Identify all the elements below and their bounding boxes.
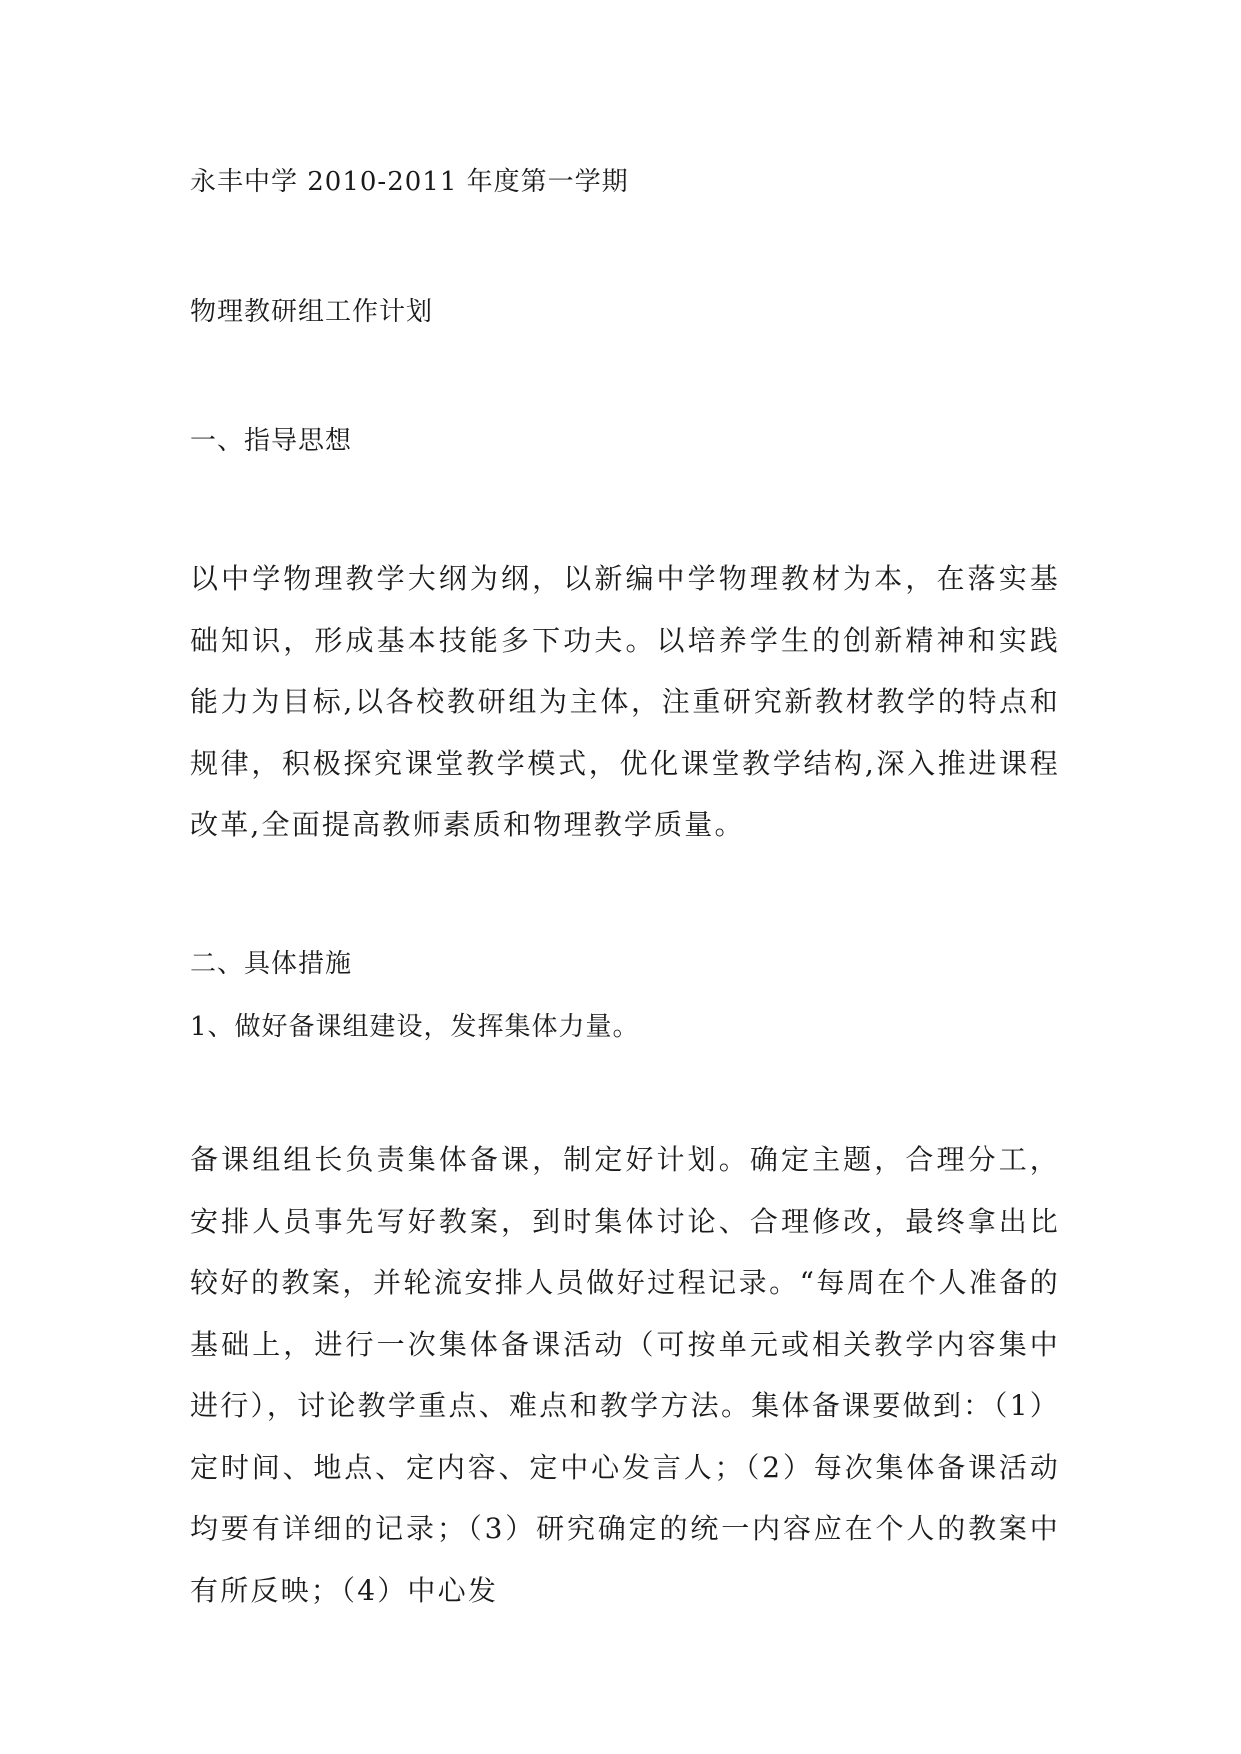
document-title-line-2: 物理教研组工作计划 — [190, 297, 434, 327]
measure-item-paragraph: 备课组组长负责集体备课，制定好计划。确定主题，合理分工，安排人员事先写好教案，到时集体讨论、合理修改，最终拿出比较好的教案，并轮流安排人员做好过程记录。“每周在个人准备的基础上，进行一次集体备课活动（可按单元或相关教学内容集中进行），讨论教学重点、难点和教学方法。集体备课要做到：（1）定时间、地点、定内容、定中心发言人；（2）每次集体备课活动均要有详细的记录；（3）研究确定的统一内容应在个人的教案中有所反映；（4）中心发 — [190, 1143, 1060, 1607]
section-heading-guiding-ideology: 一、指导思想 — [190, 426, 353, 456]
section-paragraph-guiding-ideology: 以中学物理教学大纲为纲，以新编中学物理教材为本，在落实基础知识，形成基本技能多下功夫。以培养学生的创新精神和实践能力为目标,以各校教研组为主体，注重研究新教材教学的特点和规律，积极探究课堂教学模式，优化课堂教学结构,深入推进课程改革,全面提高教师素质和物理教学质量。 — [190, 562, 1060, 841]
measure-item-title: 1、做好备课组建设，发挥集体力量。 — [190, 1012, 640, 1042]
section-heading-specific-measures: 二、具体措施 — [190, 949, 353, 979]
document-title-line-1: 永丰中学 2010-2011 年度第一学期 — [190, 167, 629, 197]
